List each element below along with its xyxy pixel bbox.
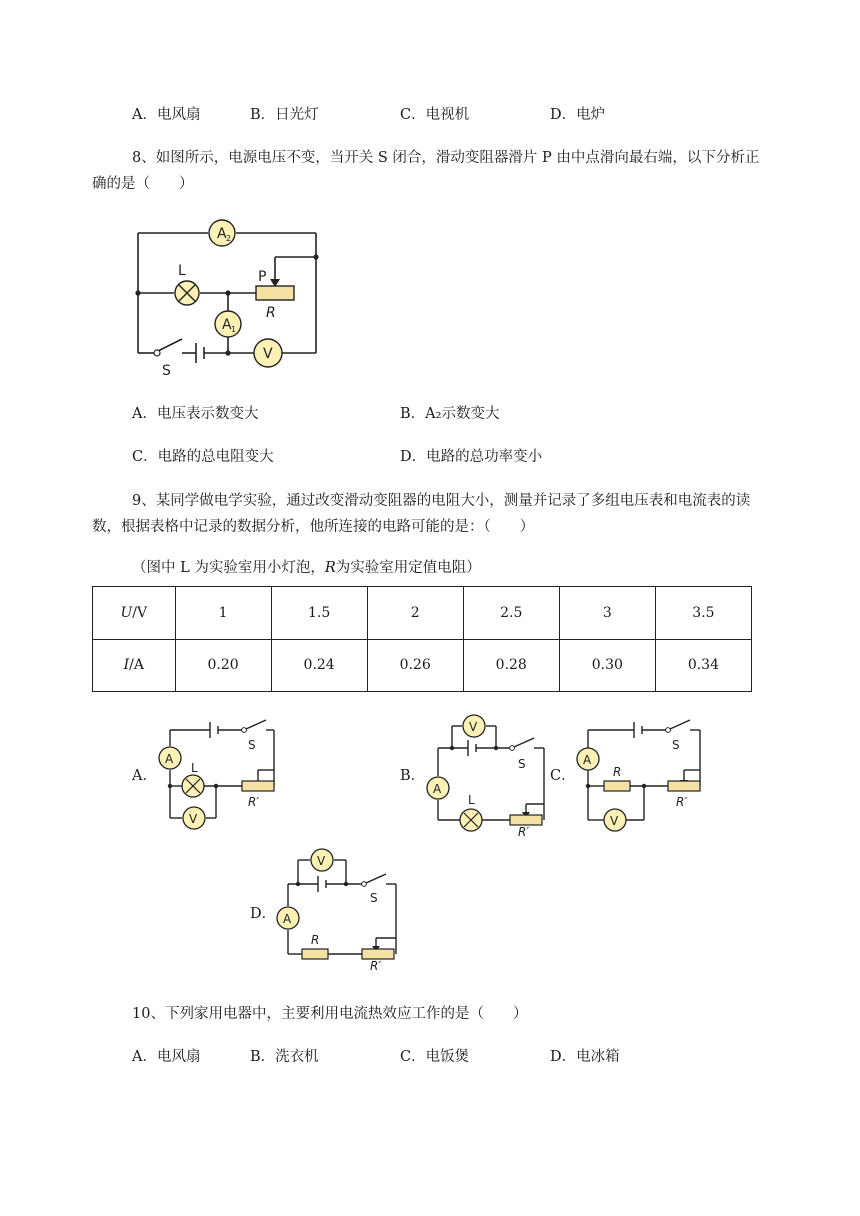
q8-circuit-diagram xyxy=(120,215,340,385)
q9-stem-line1: 9、某同学做电学实验，通过改变滑动变阻器的电阻大小，测量并记录了多组电压表和电流表的读 xyxy=(132,493,751,509)
svg-text:R: R xyxy=(311,933,320,947)
table-cell: 0.20 xyxy=(175,639,271,692)
q9-note: （图中 L 为实验室用小灯泡，R为实验室用定值电阻） xyxy=(132,560,481,576)
svg-text:V: V xyxy=(469,720,478,734)
svg-text:V: V xyxy=(610,814,619,828)
svg-text:S: S xyxy=(672,738,680,752)
svg-text:R′: R′ xyxy=(518,825,530,839)
table-cell: 0.26 xyxy=(367,639,463,692)
table-cell: 3 xyxy=(559,587,655,640)
q7-option-c[interactable]: C．电视机 xyxy=(400,107,470,123)
table-cell: 2 xyxy=(367,587,463,640)
ammeter-a2-icon xyxy=(209,220,235,246)
q8-option-b[interactable]: B．A₂示数变大 xyxy=(400,406,500,422)
table-cell: 1 xyxy=(175,587,271,640)
svg-text:A: A xyxy=(217,226,227,242)
q8-option-d[interactable]: D．电路的总功率变小 xyxy=(400,449,543,465)
svg-text:L: L xyxy=(191,761,198,775)
table-row-current xyxy=(93,639,752,692)
q9-option-d-label[interactable]: D． xyxy=(250,906,277,922)
q9-option-c-label[interactable]: C． xyxy=(550,768,576,784)
table-cell: 0.30 xyxy=(559,639,655,692)
q8-stem-line1: 8、如图所示，电源电压不变，当开关 S 闭合，滑动变阻器滑片 P 由中点滑向最右端，以下分析正 xyxy=(132,150,760,166)
svg-text:P: P xyxy=(258,269,267,285)
q9-circuit-c[interactable] xyxy=(576,718,712,836)
q9-circuit-a[interactable] xyxy=(158,718,288,836)
lamp-icon xyxy=(175,263,199,305)
svg-text:L: L xyxy=(178,263,186,279)
q9-data-table xyxy=(92,586,752,692)
q8-option-c[interactable]: C．电路的总电阻变大 xyxy=(132,449,274,465)
voltage-header: U/V xyxy=(93,587,176,640)
svg-text:V: V xyxy=(317,854,326,868)
q9-stem-line2: 数，根据表格中记录的数据分析，他所连接的电路可能的是：（ ） xyxy=(92,519,535,535)
q9-option-b-label[interactable]: B． xyxy=(400,768,426,784)
svg-text:S: S xyxy=(370,891,378,905)
q7-option-d[interactable]: D．电炉 xyxy=(550,107,606,123)
q7-option-a[interactable]: A．电风扇 xyxy=(132,107,201,123)
svg-text:A: A xyxy=(433,782,442,796)
svg-text:A: A xyxy=(165,752,174,766)
q10-stem: 10、下列家用电器中，主要利用电流热效应工作的是（ ） xyxy=(132,1006,528,1022)
svg-text:R: R xyxy=(266,305,276,321)
current-header: I/A xyxy=(93,639,176,692)
table-cell: 3.5 xyxy=(655,587,751,640)
voltmeter-icon xyxy=(254,339,282,367)
q10-option-b[interactable]: B．洗衣机 xyxy=(250,1049,319,1065)
q7-option-b[interactable]: B．日光灯 xyxy=(250,107,319,123)
svg-text:1: 1 xyxy=(231,325,237,334)
q9-circuit-b[interactable] xyxy=(424,712,550,839)
q9-circuit-d[interactable] xyxy=(274,846,404,976)
svg-text:R′: R′ xyxy=(370,959,382,973)
q9-option-a-label[interactable]: A． xyxy=(132,768,157,784)
svg-text:A: A xyxy=(283,912,292,926)
svg-text:V: V xyxy=(263,346,273,362)
svg-text:S: S xyxy=(518,757,526,771)
table-cell: 1.5 xyxy=(271,587,367,640)
svg-text:A: A xyxy=(222,317,232,333)
q10-option-c[interactable]: C．电饭煲 xyxy=(400,1049,470,1065)
q10-option-a[interactable]: A．电风扇 xyxy=(132,1049,201,1065)
table-cell: 2.5 xyxy=(463,587,559,640)
table-cell: 0.34 xyxy=(655,639,751,692)
table-cell: 0.28 xyxy=(463,639,559,692)
switch-label: S xyxy=(162,363,171,379)
svg-text:L: L xyxy=(468,793,475,807)
svg-text:V: V xyxy=(189,812,198,826)
svg-text:S: S xyxy=(248,738,256,752)
svg-text:R: R xyxy=(613,765,622,779)
table-cell: 0.24 xyxy=(271,639,367,692)
svg-text:R′: R′ xyxy=(676,795,688,809)
q8-option-a[interactable]: A．电压表示数变大 xyxy=(132,406,259,422)
svg-text:A: A xyxy=(583,753,592,767)
ammeter-a1-icon xyxy=(215,311,241,337)
q10-option-d[interactable]: D．电冰箱 xyxy=(550,1049,620,1065)
table-row-voltage xyxy=(93,587,752,640)
svg-text:2: 2 xyxy=(226,234,232,243)
q8-stem-line2: 确的是（ ） xyxy=(92,176,194,192)
svg-text:R′: R′ xyxy=(248,795,260,809)
